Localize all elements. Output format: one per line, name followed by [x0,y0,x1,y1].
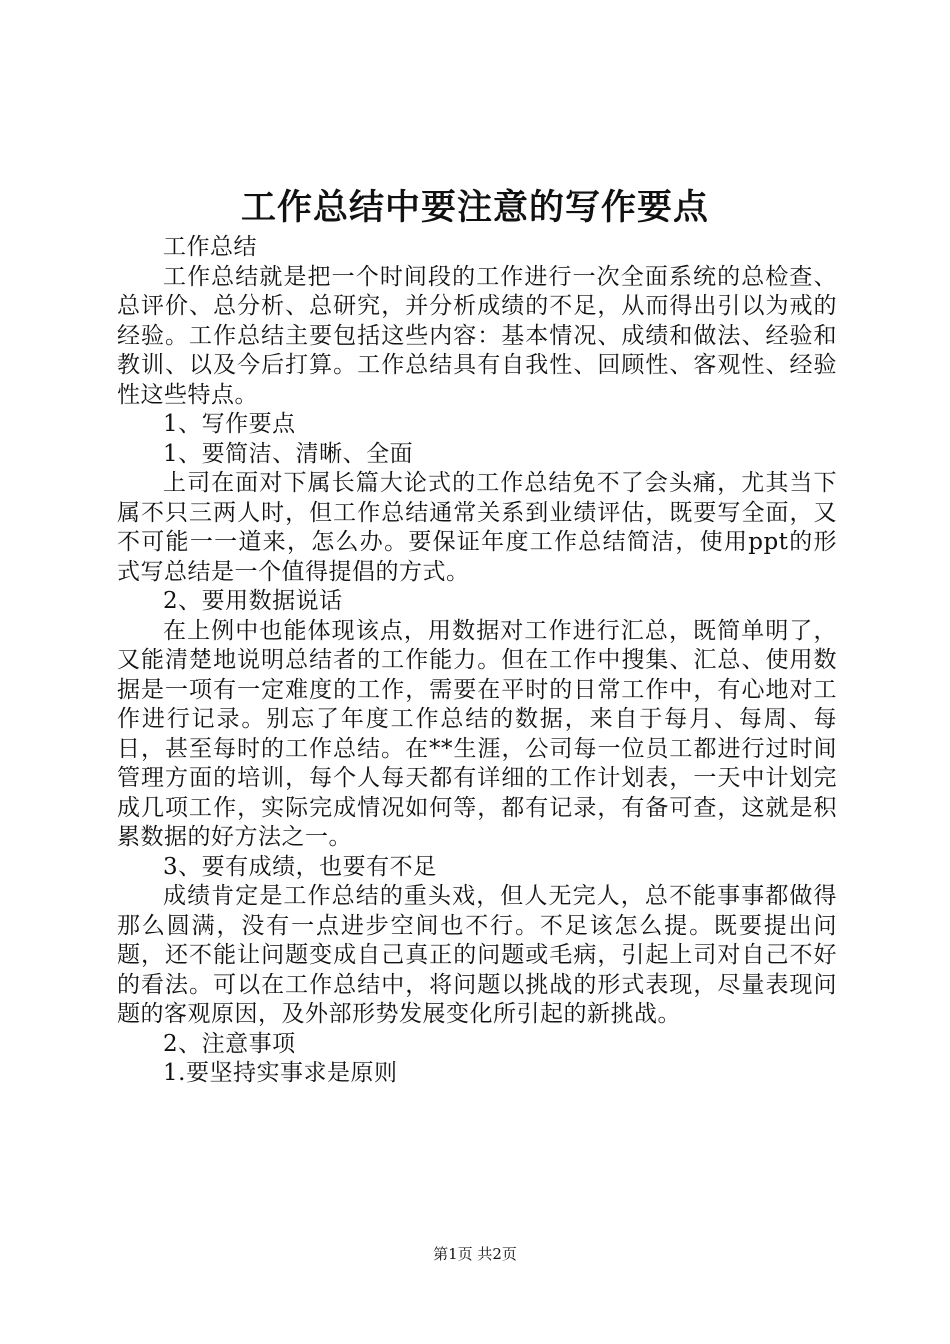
subheading-fact-based: 1.要坚持实事求是原则 [163,1060,398,1086]
paragraph-achievements-shortcomings: 成绩肯定是工作总结的重头戏，但人无完人，总不能事事都做得那么圆满，没有一点进步空间也不行。不足该怎么提。既要提出问题，还不能让问题变成自己真正的问题或毛病，引起上司对自己不好的看法。可以在工作总结中，将问题以挑战的形式表现，尽量表现问题的客观原因，及外部形势发展变化所引起的新挑战。 [117,883,837,1027]
paragraph-heading-work-summary: 工作总结 [163,234,257,260]
section-heading-notes: 2、注意事项 [163,1030,296,1057]
page-number-footer: 第1页 共2页 [433,1245,517,1263]
paragraph-use-data: 在上例中也能体现该点，用数据对工作进行汇总，既简单明了，又能清楚地说明总结者的工作能力。但在工作中搜集、汇总、使用数据是一项有一定难度的工作，需要在平时的日常工作中，有心地对工作进行记录。别忘了年度工作总结的数据，来自于每月、每周、每日，甚至每时的工作总结。在**生涯，公司每一位员工都进行过时间管理方面的培训，每个人每天都有详细的工作计划表，一天中计划完成几项工作，实际完成情况如何等，都有记录，有备可查，这就是积累数据的好方法之一。 [117,617,837,850]
subheading-concise-clear: 1、要简洁、清晰、全面 [163,440,414,467]
paragraph-concise-clear: 上司在面对下属长篇大论式的工作总结免不了会头痛，尤其当下属不只三两人时，但工作总结通常关系到业绩评估，既要写全面，又不可能一一道来，怎么办。要保证年度工作总结简洁，使用ppt的形式写总结是一个值得提倡的方式。 [117,470,837,585]
subheading-use-data: 2、要用数据说话 [163,588,343,614]
document-body [117,233,837,1089]
document-title: 工作总结中要注意的写作要点 [240,187,709,228]
section-heading-writing-points: 1、写作要点 [163,411,296,437]
paragraph-intro: 工作总结就是把一个时间段的工作进行一次全面系统的总检查、总评价、总分析、总研究，并分析成绩的不足，从而得出引以为戒的经验。工作总结主要包括这些内容：基本情况、成绩和做法、经验和教训、以及今后打算。工作总结具有自我性、回顾性、客观性、经验性这些特点。 [117,263,837,408]
subheading-achievements-shortcomings: 3、要有成绩，也要有不足 [163,853,437,880]
